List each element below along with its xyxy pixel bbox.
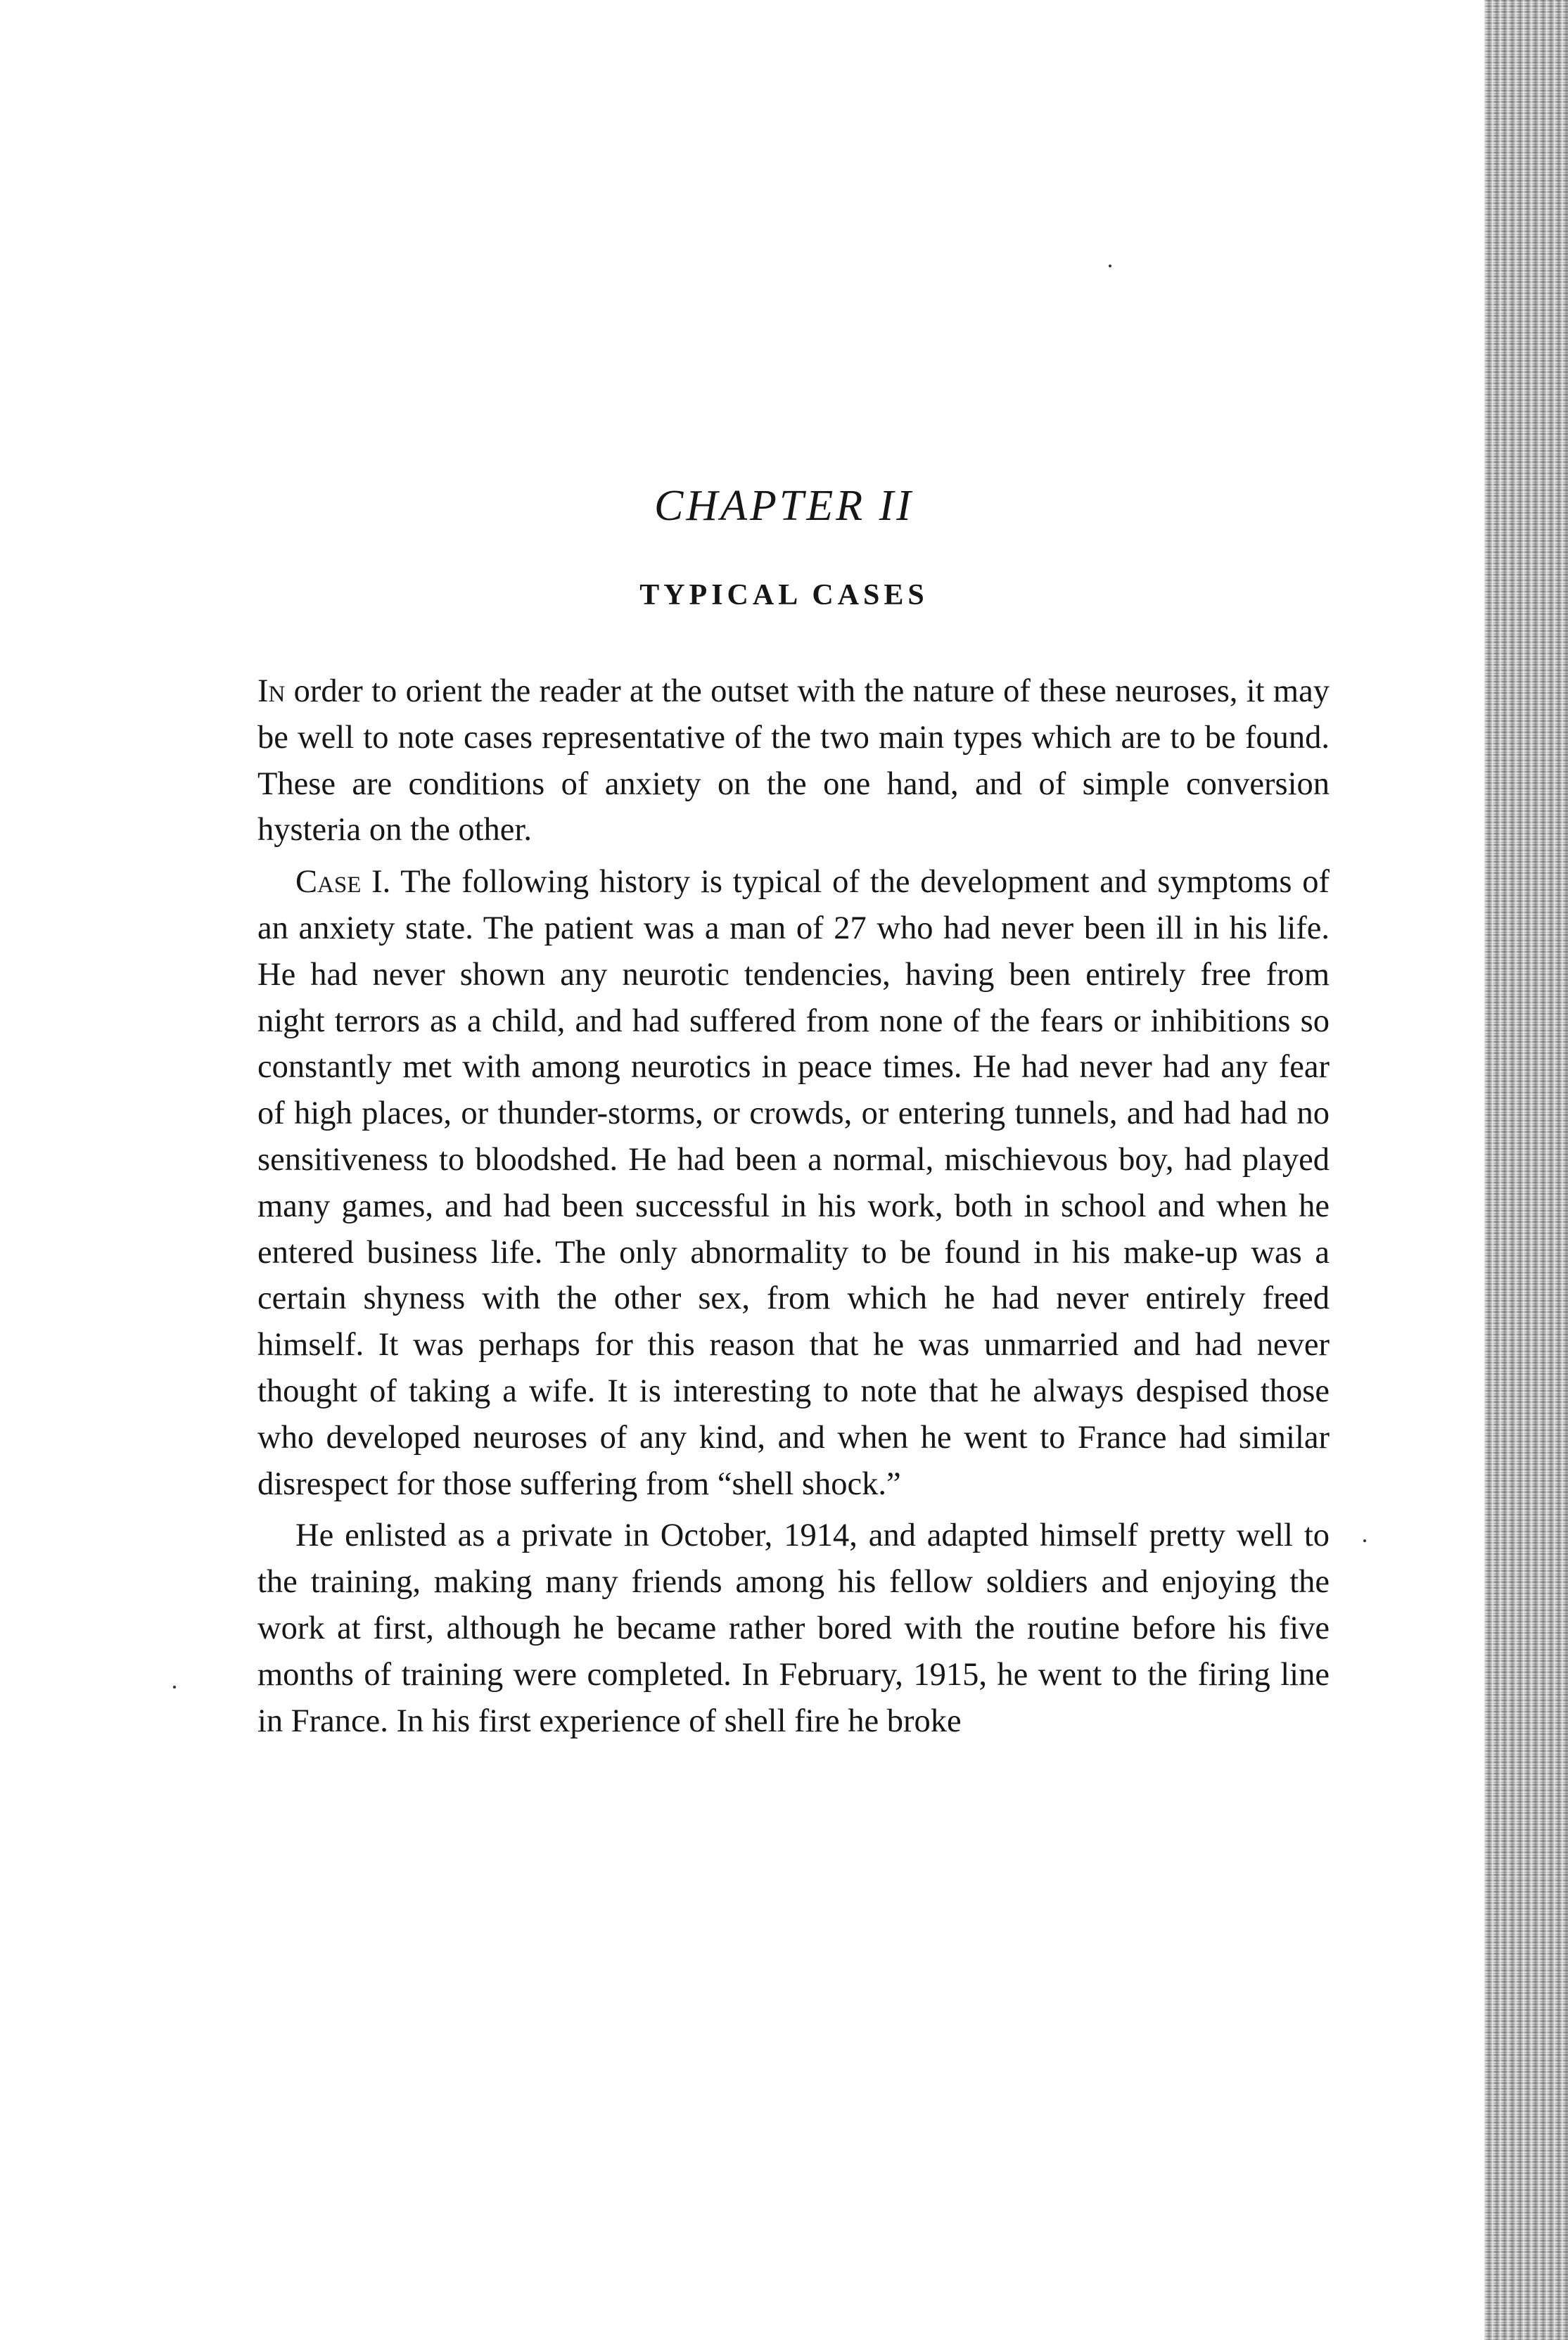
page-edge-scan-artifact: [1484, 0, 1568, 2340]
paragraph-intro: [257, 668, 1330, 853]
scan-speck: [173, 1686, 176, 1689]
paragraph-text: He enlisted as a private in October, 1914, and adapted himself pretty well to the training, making many friends among his fellow soldiers and enjoying the work at first, although he became rather bored with the routine before his five months of training were completed. In February, 1915, he went to the firing line in France. In his first experience of shell fire he broke: [257, 1518, 1330, 1739]
paragraph-text: order to orient the reader at the outset with the nature of these neuroses, it may be well to note cases representative of the two main types which are to be found. These are conditions of anxiety on the one hand, and of simple conversion hysteria on the other.: [257, 673, 1330, 848]
paragraph-case-one: [257, 859, 1330, 1507]
chapter-title: CHAPTER II: [654, 482, 914, 530]
scan-speck: [1109, 265, 1111, 267]
paragraph-enlistment: [257, 1513, 1330, 1744]
body-text: [257, 668, 1330, 1744]
lead-word: In: [257, 673, 286, 709]
chapter-subtitle: TYPICAL CASES: [639, 579, 929, 611]
case-label: Case I.: [295, 864, 391, 901]
scan-speck: [1363, 1539, 1366, 1542]
paragraph-text: The following history is typical of the development and symptoms of an anxiety state. The patient was a man of 27 who had never been ill in his life. He had never shown any neurotic tendencies, having been entirely free from night terrors as a child, and had suffered from none of the fears or inhibitions so constantly met with among neurotics in peace times. He had never had any fear of high places, or thunder-storms, or crowds, or entering tunnels, and had had no sensitiveness to bloodshed. He had been a normal, mischievous boy, had played many games, and had been successful in his work, both in school and when he entered business life. The only abnormality to be found in his make-up was a certain shyness with the other sex, from which he had never entirely freed himself. It was perhaps for this reason that he was unmarried and had never thought of taking a wife. It is interesting to note that he always despised those who developed neuroses of any kind, and when he went to France had similar disrespect for those suffering from “shell shock.”: [257, 864, 1330, 1502]
